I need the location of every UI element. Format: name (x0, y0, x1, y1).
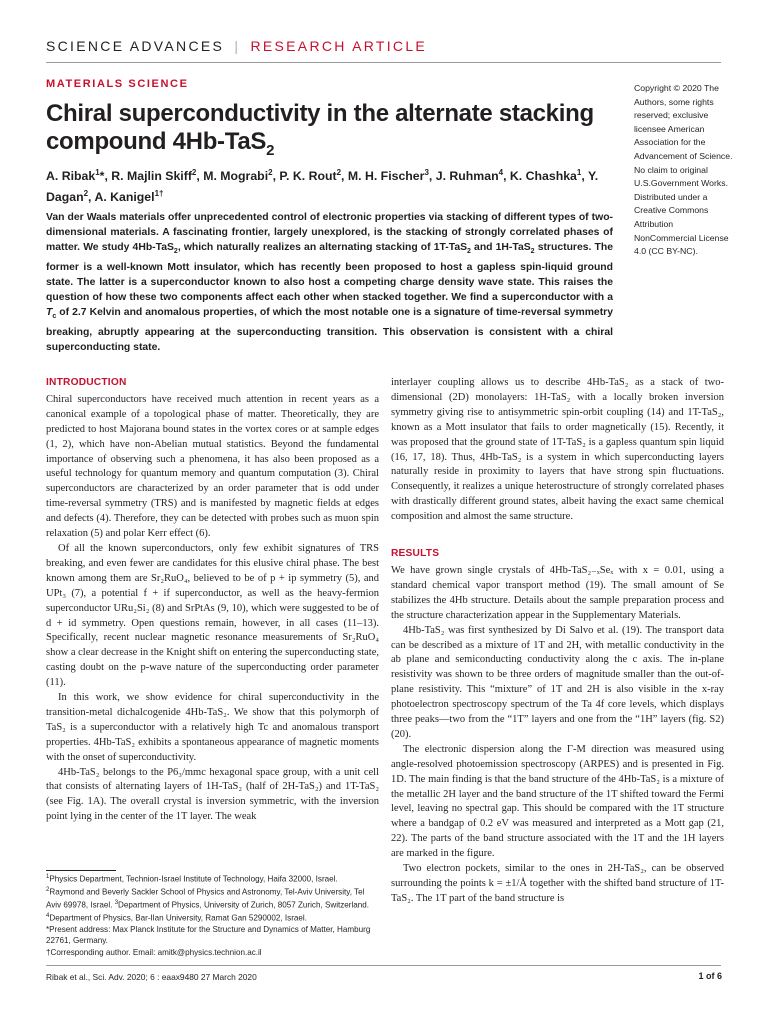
intro-paragraph-1: Chiral superconductors have received much attention in recent years as a canonical example of a topological phase of matter. Theoretically, they are predicted to host Majorana bound states in the vortex cores or at sample edges (1, 2), which have non-Abelian mutual statistics. Beyond the fundamental importance of observing such a phenomena, it has also been proposed as a useful technology for quantum memory and quantum computation (3). Chiral superconductors are characterized by an order parameter that is odd under time-reversal symmetry (TRS) and is manifested by magnetic fields at edges and defects (4). Therefore, they can be detected with probes such as muon spin relaxation (5) and polar Kerr effect (6). (46, 393, 379, 540)
author-name[interactable]: R. Majlin Skiff$^2$ (111, 168, 197, 184)
author-name[interactable]: J. Ruhman$^4$ (435, 168, 504, 184)
header-separator: | (234, 38, 241, 54)
author-list: A. Ribak$^1$*, R. Majlin Skiff$^2$, M. Mograbi$^2$, P. K. Rout$^2$, M. H. Fischer$^3$, J. Ruhman$^4$, K. Chashka$^1$, Y. Dagan$^2$, A. Kanigel$^{1\dagger}$ (46, 168, 599, 205)
journal-header (46, 38, 427, 54)
author-name[interactable]: M. Mograbi$^2$ (203, 168, 273, 184)
article-title (46, 100, 606, 165)
intro-paragraph-3: In this work, we show evidence for chiral superconductivity in the transition-metal dichalcogenide 4Hb-TaS₂. We show that this polymorph of TaS₂ is a superconductor with a relatively high Tc and anomalous transport properties. 4Hb-TaS₂ exhibits a spontaneous appearance of magnetic moments with the onset of superconductivity. (46, 692, 379, 763)
author-name[interactable]: Y. Dagan$^2$ (46, 169, 599, 205)
author-name[interactable]: K. Chashka$^1$ (509, 168, 582, 184)
article-type: RESEARCH ARTICLE (250, 38, 428, 54)
section-label: MATERIALS SCIENCE (46, 78, 189, 90)
journal-name[interactable]: SCIENCE ADVANCES (46, 38, 225, 54)
results-paragraph-2: 4Hb-TaS₂ was first synthesized by Di Salvo et al. (19). The transport data can be described as a mixture of 1T and 2H, with metallic conductivity in the ab plane and semiconducting conductivity along the c axis. The in-plane resistivity was shown to be three orders of magnitude smaller than the out-of-plane resistivity. This “mixture” of 1T and 2H is also visible in the x-ray photoelectron spectroscopy spectrum of the Ta 4f core levels, which displays three peaks—two from the “1T” layers and one from the “1H” layers (fig. S2) (20). (391, 624, 724, 740)
present-address: *Present address: Max Planck Institute for the Structure and Dynamics of Matter, Hamburg 22761, Germany. (46, 924, 371, 946)
results-paragraph-3: The electronic dispersion along the Γ-M direction was measured using angle-resolved photoemission spectroscopy (ARPES) and is presented in Fig. 1D. The main finding is that the band structure of the 4Hb-TaS₂ is a mixture of the metallic 2H layer and the band structure of the 1T shifted toward the Fermi level, leaving no spectral gap. This should be compared with the 1T structure where a bandgap of 0.2 eV was measured and interpreted as a Mott gap (21, 22). The parts of the band structure associated with the 1T and the 1H layers are marked in the figure. (391, 743, 724, 860)
results-paragraph-4: Two electron pockets, similar to the ones in 2H-TaS₂, can be observed surrounding the points k = ±1/Å together with the shifted band structure of 1T-TaS₂. The 1T part of the band structure is (391, 863, 724, 904)
results-paragraph-1: We have grown single crystals of 4Hb-TaS₂₋ₓSeₓ with x = 0.01, using a standard chemical vapor transport method (19). The small amount of Se stabilizes the 4Hb structure. Details about the sample preparation process and the structure characterization appear in the Supplementary Materials. (391, 564, 724, 621)
citation-footer: Ribak et al., Sci. Adv. 2020; 6 : eaax9480 27 March 2020 (46, 972, 257, 982)
author-name[interactable]: A. Kanigel$^{1\dagger}$ (94, 189, 164, 205)
header-divider (46, 62, 721, 63)
author-name[interactable]: M. H. Fischer$^3$ (347, 168, 429, 184)
results-heading: RESULTS (391, 548, 440, 560)
right-column (391, 376, 724, 907)
intro-paragraph-continued: interlayer coupling allows us to describe 4Hb-TaS₂ as a stack of two-dimensional (2D) monolayers: 1H-TaS₂ with a locally broken inversion symmetry giving rise to antisymmetric spin-orbit coupling (14) and 1T-TaS₂, known as a Mott insulator that fails to order magnetically (15). Recently, it was proposed that the ground state of 1T-TaS₂ is a gapless quantum spin liquid (16, 17, 18). Thus, 4Hb-TaS₂ is a system in which superconducting layers naturally reside in proximity to layers that have strong spin fluctuations. Consequently, it realizes a unique heterostructure of strongly correlated phases with drastically different ground states, albeit having the exact same chemical composition and almost the same structure. (391, 377, 724, 523)
abstract: Van der Waals materials offer unprecedented control of electronic properties via stacking of different types of two-dimensional materials. A fascinating frontier, largely unexplored, is the stacking of strongly correlated phases of matter. We study 4Hb-TaS$_2$, which naturally realizes an alternating stacking of 1T-TaS$_2$ and 1H-TaS$_2$ structures. The former is a well-known Mott insulator, which has recently been proposed to host a gapless spin-liquid ground state. The latter is a superconductor known to also host a competing charge density wave state. This raises the question of how these two components affect each other when stacked together. We find a superconductor with a $T_c$ of 2.7 Kelvin and anomalous properties, of which the most notable one is a signature of time-reversal symmetry breaking, abruptly appearing at the superconducting transition. This observation is consistent with a chiral superconducting state. (46, 212, 613, 353)
title-line-1: Chiral superconductivity in the alternate stacking (46, 100, 594, 127)
author-name[interactable]: A. Ribak$^1$* (46, 168, 105, 184)
corresponding-author[interactable]: †Corresponding author. Email: amitk@physics.technion.ac.il (46, 947, 262, 957)
introduction-heading: INTRODUCTION (46, 377, 127, 388)
title-subscript: 2 (266, 141, 275, 159)
intro-paragraph-2: Of all the known superconductors, only few exhibit signatures of TRS breaking, and even fewer are candidates for this elusive chiral phase. The best known among them are Sr₂RuO₄, believed to be of p + ip symmetry (5), and UPt₃ (7), a potential f + if superconductor, as well as the heavy-fermion superconductor URu₂Si₂ (8) and SrPtAs (9, 10), which were suggested to be of d + id symmetry. Open questions remain, however, in all cases (11–13). Specifically, recent nuclear magnetic resonance measurements of Sr₂RuO₄ show a clear decrease in the Knight shift on entering the superconducting state, casting doubt on the p-wave nature of the superconducting order parameter (11). (46, 542, 379, 689)
footnotes (46, 872, 379, 958)
author-name[interactable]: P. K. Rout$^2$ (279, 168, 342, 184)
footer-divider (46, 965, 721, 966)
intro-paragraph-4: 4Hb-TaS₂ belongs to the P6₃/mmc hexagonal space group, with a unit cell that consists of alternating layers of 1H-TaS₂ (half of 2H-TaS₂) and 1T-TaS₂ (see Fig. 1A). The overall crystal is inversion symmetric, with the inversion point lying in the center of the 1T layer. The weak (46, 766, 379, 823)
affiliation-1: $^1$Physics Department, Technion-Israel Institute of Technology, Haifa 32000, Israel. (46, 874, 338, 884)
copyright-notice: Copyright © 2020 The Authors, some rights reserved; exclusive licensee American Association for the Advancement of Science. No claim to original U.S.Government Works. Distributed under a Creative Commons Attribution NonCommercial License 4.0 (CC BY-NC). (634, 83, 733, 257)
title-line-2: compound 4Hb-TaS (46, 128, 267, 155)
affiliation-2-3-4: $^2$Raymond and Beverly Sackler School of Physics and Astronomy, Tel-Aviv University, Tel Aviv 69978, Israel. $^3$Department of Physics, University of Zurich, 8057 Zurich, Switzerland. $^4$Department of Physics, Bar-Ilan University, Ramat Gan 5290002, Israel. (46, 886, 370, 923)
page-number: 1 of 6 (698, 971, 722, 981)
footnote-divider (46, 870, 116, 871)
left-column (46, 370, 379, 825)
